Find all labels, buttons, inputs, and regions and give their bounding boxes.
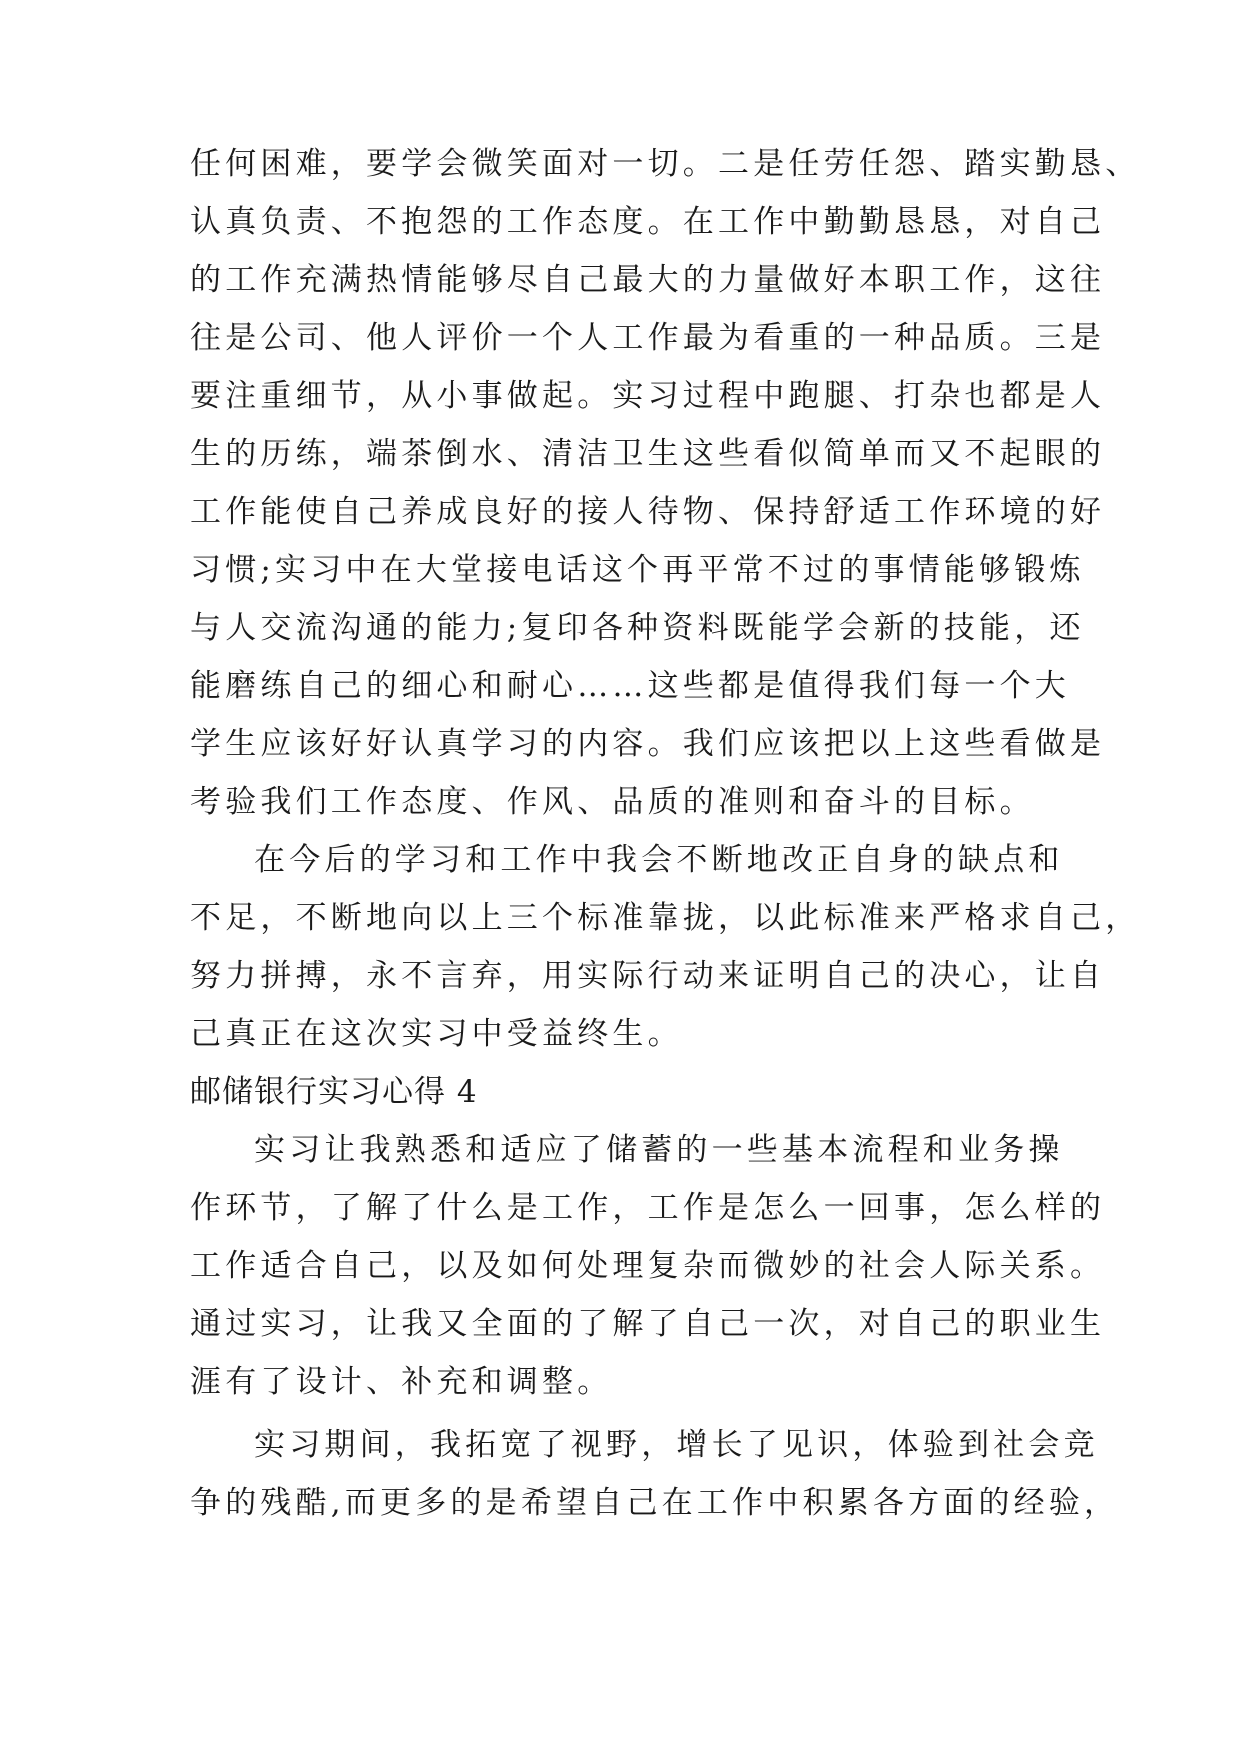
text-line: 要注重细节，从小事做起。实习过程中跑腿、打杂也都是人	[190, 378, 1106, 414]
text-line: 任何困难，要学会微笑面对一切。二是任劳任怨、踏实勤恳、	[190, 146, 1141, 182]
text-line: 己真正在这次实习中受益终生。	[190, 1016, 683, 1052]
document-body	[190, 135, 1141, 1532]
paragraph-2	[190, 831, 1141, 1063]
text-line: 能磨练自己的细心和耐心……这些都是值得我们每一个大	[190, 668, 1070, 704]
paragraph-4	[190, 1416, 1120, 1532]
text-line: 认真负责、不抱怨的工作态度。在工作中勤勤恳恳，对自己	[190, 204, 1106, 240]
text-line: 与人交流沟通的能力;复印各种资料既能学会新的技能，还	[190, 610, 1085, 646]
text-line: 实习期间，我拓宽了视野，增长了见识，体验到社会竞	[254, 1427, 1099, 1463]
text-line: 在今后的学习和工作中我会不断地改正自身的缺点和	[254, 842, 1064, 878]
text-line: 考验我们工作态度、作风、品质的准则和奋斗的目标。	[190, 784, 1035, 820]
text-line: 学生应该好好认真学习的内容。我们应该把以上这些看做是	[190, 726, 1106, 762]
paragraph-1	[190, 135, 1141, 831]
text-line: 作环节，了解了什么是工作，工作是怎么一回事，怎么样的	[190, 1190, 1106, 1226]
text-line: 工作适合自己，以及如何处理复杂而微妙的社会人际关系。	[190, 1248, 1106, 1284]
text-line: 生的历练，端茶倒水、清洁卫生这些看似简单而又不起眼的	[190, 436, 1106, 472]
text-line: 往是公司、他人评价一个人工作最为看重的一种品质。三是	[190, 320, 1106, 356]
text-line: 实习让我熟悉和适应了储蓄的一些基本流程和业务操	[254, 1132, 1064, 1168]
text-line: 工作能使自己养成良好的接人待物、保持舒适工作环境的好	[190, 494, 1106, 530]
text-line: 涯有了设计、补充和调整。	[190, 1364, 613, 1400]
text-line: 的工作充满热情能够尽自己最大的力量做好本职工作，这往	[190, 262, 1106, 298]
paragraph-3	[190, 1121, 1106, 1411]
text-line: 不足，不断地向以上三个标准靠拢，以此标准来严格求自己，	[190, 900, 1141, 936]
section-heading: 邮储银行实习心得 4	[190, 1074, 478, 1110]
text-line: 通过实习，让我又全面的了解了自己一次，对自己的职业生	[190, 1306, 1106, 1342]
text-line: 努力拼搏，永不言弃，用实际行动来证明自己的决心，让自	[190, 958, 1106, 994]
text-line: 争的残酷,而更多的是希望自己在工作中积累各方面的经验，	[190, 1485, 1120, 1521]
text-line: 习惯;实习中在大堂接电话这个再平常不过的事情能够锻炼	[190, 552, 1085, 588]
